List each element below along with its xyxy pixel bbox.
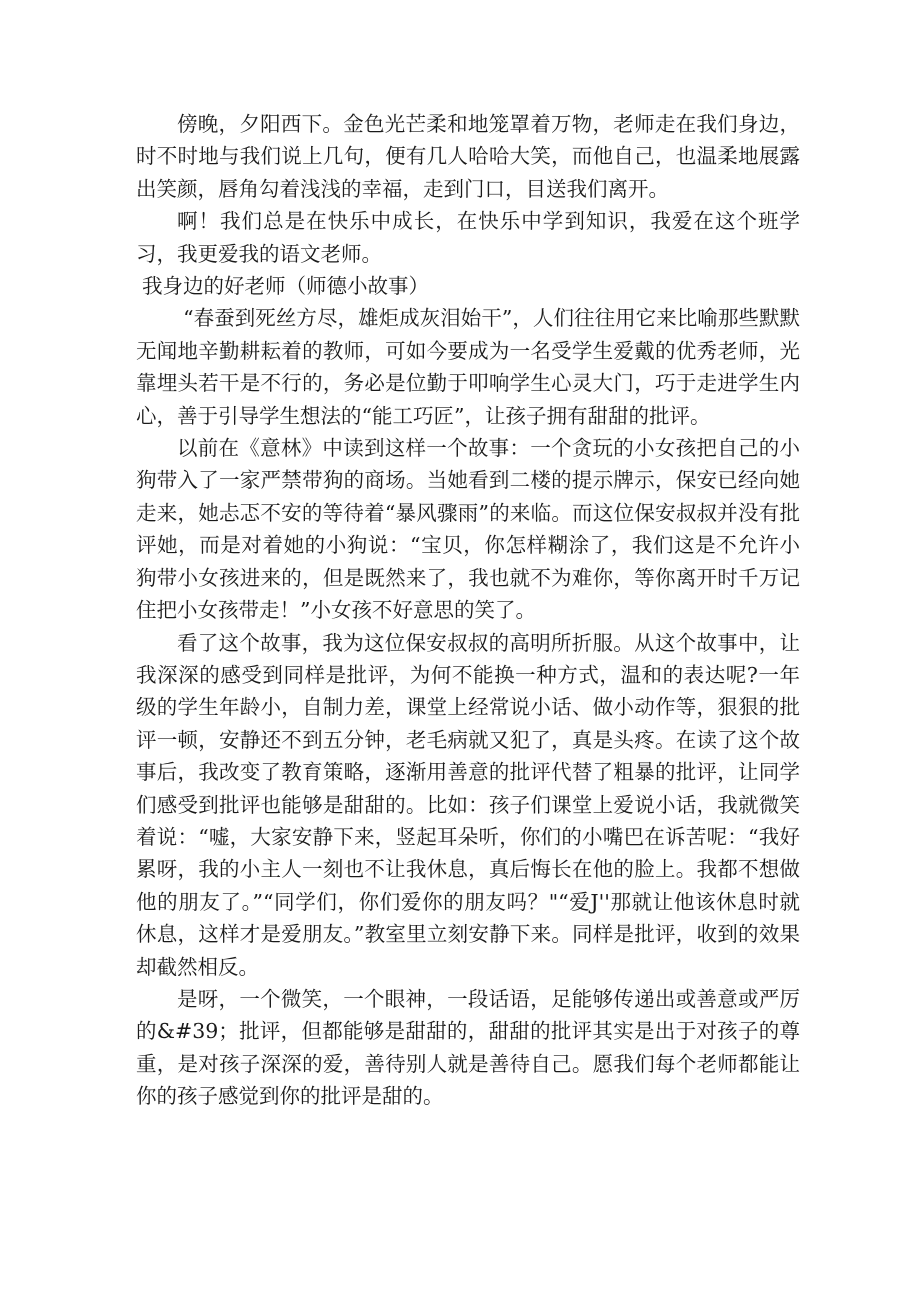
section-heading: 我身边的好老师（师德小故事） — [142, 274, 429, 299]
document-body — [136, 108, 800, 1113]
paragraph-silkworm-quote: “春蚕到死丝方尽，雄炬成灰泪始干”，人们往往用它来比喻那些默默无闻地辛勤耕耘着的教师，可如今要成为一名受学生爱戴的优秀老师，光靠埋头若干是不行的，务必是位勤于叩响学生心灵大门，巧于走进学生内心，善于引导学生想法的“能工巧匠”，让孩子拥有甜甜的批评。 — [136, 306, 800, 428]
paragraph-evening: 傍晚，夕阳西下。金色光芒柔和地笼罩着万物，老师走在我们身边，时不时地与我们说上几句，便有几人哈哈大笑，而他自己，也温柔地展露出笑颜，唇角勾着浅浅的幸福，走到门口，目送我们离开。 — [136, 112, 800, 201]
paragraph-exclamation: 啊！我们总是在快乐中成长，在快乐中学到知识，我爱在这个班学习，我更爱我的语文老师。 — [136, 209, 800, 266]
paragraph-conclusion: 是呀，一个微笑，一个眼神，一段话语，足能够传递出或善意或严厉的&#39；批评，但都能够是甜甜的，甜甜的批评其实是出于对孩子的尊重，是对孩子深深的爱，善待别人就是善待自己。愿我们每个老师都能让你的孩子感觉到你的批评是甜的。 — [136, 986, 800, 1109]
paragraph-reflection: 看了这个故事，我为这位保安叔叔的高明所折服。从这个故事中，让我深深的感受到同样是批评，为何不能换一种方式，温和的表达呢?一年级的学生年龄小，自制力差，课堂上经常说小话、做小动作等，狠狠的批评一顿，安静还不到五分钟，老毛病就又犯了，真是头疼。在读了这个故事后，我改变了教育策略，逐渐用善意的批评代替了粗暴的批评，让同学们感受到批评也能够是甜甜的。比如：孩子们课堂上爱说小话，我就微笑着说：“嘘，大家安静下来，竖起耳朵听，你们的小嘴巴在诉苦呢：“我好累呀，我的小主人一刻也不让我休息，真后悔长在他的脸上。我都不想做他的朋友了。”“同学们，你们爱你的朋友吗？"“爱J''那就让他该休息时就休息，这样才是爱朋友。”教室里立刻安静下来。同样是批评，收到的效果却截然相反。 — [136, 630, 800, 979]
paragraph-yilin-story: 以前在《意林》中读到这样一个故事：一个贪玩的小女孩把自己的小狗带入了一家严禁带狗的商场。当她看到二楼的提示牌示，保安已经向她走来，她忐忑不安的等待着“暴风骤雨”的来临。而这位保安叔叔并没有批评她，而是对着她的小狗说：“宝贝，你怎样糊涂了，我们这是不允许小狗带小女孩进来的，但是既然来了，我也就不为难你，等你离开时千万记住把小女孩带走！”小女孩不好意思的笑了。 — [136, 436, 800, 623]
